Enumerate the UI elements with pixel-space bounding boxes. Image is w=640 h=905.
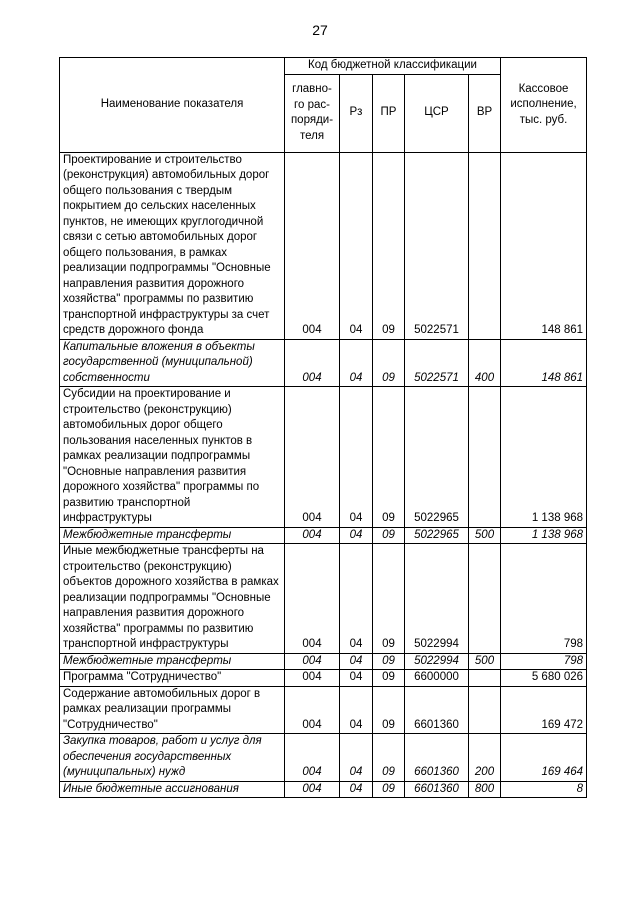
row-amount: 1 138 968 xyxy=(501,387,587,528)
row-name: Программа "Сотрудничество" xyxy=(60,670,285,687)
row-name: Межбюджетные трансферты xyxy=(60,527,285,544)
row-amount: 5 680 026 xyxy=(501,670,587,687)
row-name: Субсидии на проектирование и строительство (реконструкцию) автомобильных дорог общего пользования населенных пунктов в рамках реализации подпрограммы "Основные направления развития дорожного хозяйства" программы по развитию транспортной инфраструктуры xyxy=(60,387,285,528)
row-amount: 169 464 xyxy=(501,734,587,782)
row-name: Закупка товаров, работ и услуг для обеспечения государственных (муниципальных) нужд xyxy=(60,734,285,782)
header-csr-column: ЦСР xyxy=(405,74,469,152)
table-row xyxy=(60,339,587,387)
row-csr: 5022965 xyxy=(405,527,469,544)
row-csr: 5022571 xyxy=(405,339,469,387)
row-glav: 004 xyxy=(285,387,340,528)
row-rz: 04 xyxy=(340,734,373,782)
row-pr: 09 xyxy=(373,781,405,798)
row-pr: 09 xyxy=(373,653,405,670)
row-glav: 004 xyxy=(285,781,340,798)
budget-execution-table xyxy=(59,57,587,798)
row-name: Межбюджетные трансферты xyxy=(60,653,285,670)
row-pr: 09 xyxy=(373,527,405,544)
row-rz: 04 xyxy=(340,387,373,528)
row-rz: 04 xyxy=(340,527,373,544)
header-vr-column: ВР xyxy=(469,74,501,152)
row-csr: 5022994 xyxy=(405,653,469,670)
row-pr: 09 xyxy=(373,734,405,782)
row-pr: 09 xyxy=(373,339,405,387)
row-amount: 169 472 xyxy=(501,686,587,734)
header-code-group: Код бюджетной классификации xyxy=(285,58,501,75)
row-csr: 5022571 xyxy=(405,152,469,339)
table-row xyxy=(60,686,587,734)
row-pr: 09 xyxy=(373,544,405,654)
header-name-column: Наименование показателя xyxy=(60,58,285,153)
row-rz: 04 xyxy=(340,686,373,734)
row-rz: 04 xyxy=(340,781,373,798)
row-vr xyxy=(469,670,501,687)
table-row xyxy=(60,781,587,798)
row-glav: 004 xyxy=(285,686,340,734)
row-vr: 800 xyxy=(469,781,501,798)
row-amount: 8 xyxy=(501,781,587,798)
row-vr xyxy=(469,152,501,339)
row-glav: 004 xyxy=(285,544,340,654)
row-csr: 5022965 xyxy=(405,387,469,528)
row-csr: 6600000 xyxy=(405,670,469,687)
header-rz-column: Рз xyxy=(340,74,373,152)
row-vr: 500 xyxy=(469,527,501,544)
row-rz: 04 xyxy=(340,544,373,654)
row-pr: 09 xyxy=(373,686,405,734)
header-pr-column: ПР xyxy=(373,74,405,152)
row-glav: 004 xyxy=(285,653,340,670)
row-amount: 798 xyxy=(501,544,587,654)
row-csr: 6601360 xyxy=(405,686,469,734)
row-rz: 04 xyxy=(340,653,373,670)
table-row xyxy=(60,527,587,544)
row-csr: 6601360 xyxy=(405,781,469,798)
row-amount: 148 861 xyxy=(501,339,587,387)
row-glav: 004 xyxy=(285,152,340,339)
page-number: 27 xyxy=(312,22,328,38)
table-row xyxy=(60,387,587,528)
row-glav: 004 xyxy=(285,670,340,687)
row-amount: 798 xyxy=(501,653,587,670)
row-glav: 004 xyxy=(285,734,340,782)
row-name: Иные межбюджетные трансферты на строительство (реконструкцию) объектов дорожного хозяйства в рамках реализации подпрограммы "Основные направления развития дорожного хозяйства" программы по развитию транспортной инфраструктуры xyxy=(60,544,285,654)
row-rz: 04 xyxy=(340,152,373,339)
row-vr: 500 xyxy=(469,653,501,670)
row-glav: 004 xyxy=(285,527,340,544)
row-vr: 400 xyxy=(469,339,501,387)
row-glav: 004 xyxy=(285,339,340,387)
row-name: Иные бюджетные ассигнования xyxy=(60,781,285,798)
row-rz: 04 xyxy=(340,339,373,387)
table-row xyxy=(60,544,587,654)
row-rz: 04 xyxy=(340,670,373,687)
table-row xyxy=(60,152,587,339)
table-row xyxy=(60,653,587,670)
row-pr: 09 xyxy=(373,152,405,339)
row-csr: 5022994 xyxy=(405,544,469,654)
row-vr xyxy=(469,544,501,654)
header-amount-column: Кассовое исполнение, тыс. руб. xyxy=(501,58,587,153)
row-amount: 148 861 xyxy=(501,152,587,339)
row-csr: 6601360 xyxy=(405,734,469,782)
row-name: Содержание автомобильных дорог в рамках реализации программы "Сотрудничество" xyxy=(60,686,285,734)
row-name: Проектирование и строительство (реконструкция) автомобильных дорог общего пользования с твердым покрытием до сельских населенных пунктов, не имеющих круглогодичной связи с сетью автомобильных дорог общего пользования, в рамках реализации подпрограммы "Основные направления развития дорожного хозяйства" программы по развитию транспортной инфраструктуры за счет средств дорожного фонда xyxy=(60,152,285,339)
row-pr: 09 xyxy=(373,670,405,687)
row-vr: 200 xyxy=(469,734,501,782)
row-amount: 1 138 968 xyxy=(501,527,587,544)
row-pr: 09 xyxy=(373,387,405,528)
header-glav-column: главно-го рас-поряди-теля xyxy=(285,74,340,152)
table-row xyxy=(60,670,587,687)
row-vr xyxy=(469,686,501,734)
table-row xyxy=(60,734,587,782)
row-name: Капитальные вложения в объекты государственной (муниципальной) собственности xyxy=(60,339,285,387)
row-vr xyxy=(469,387,501,528)
